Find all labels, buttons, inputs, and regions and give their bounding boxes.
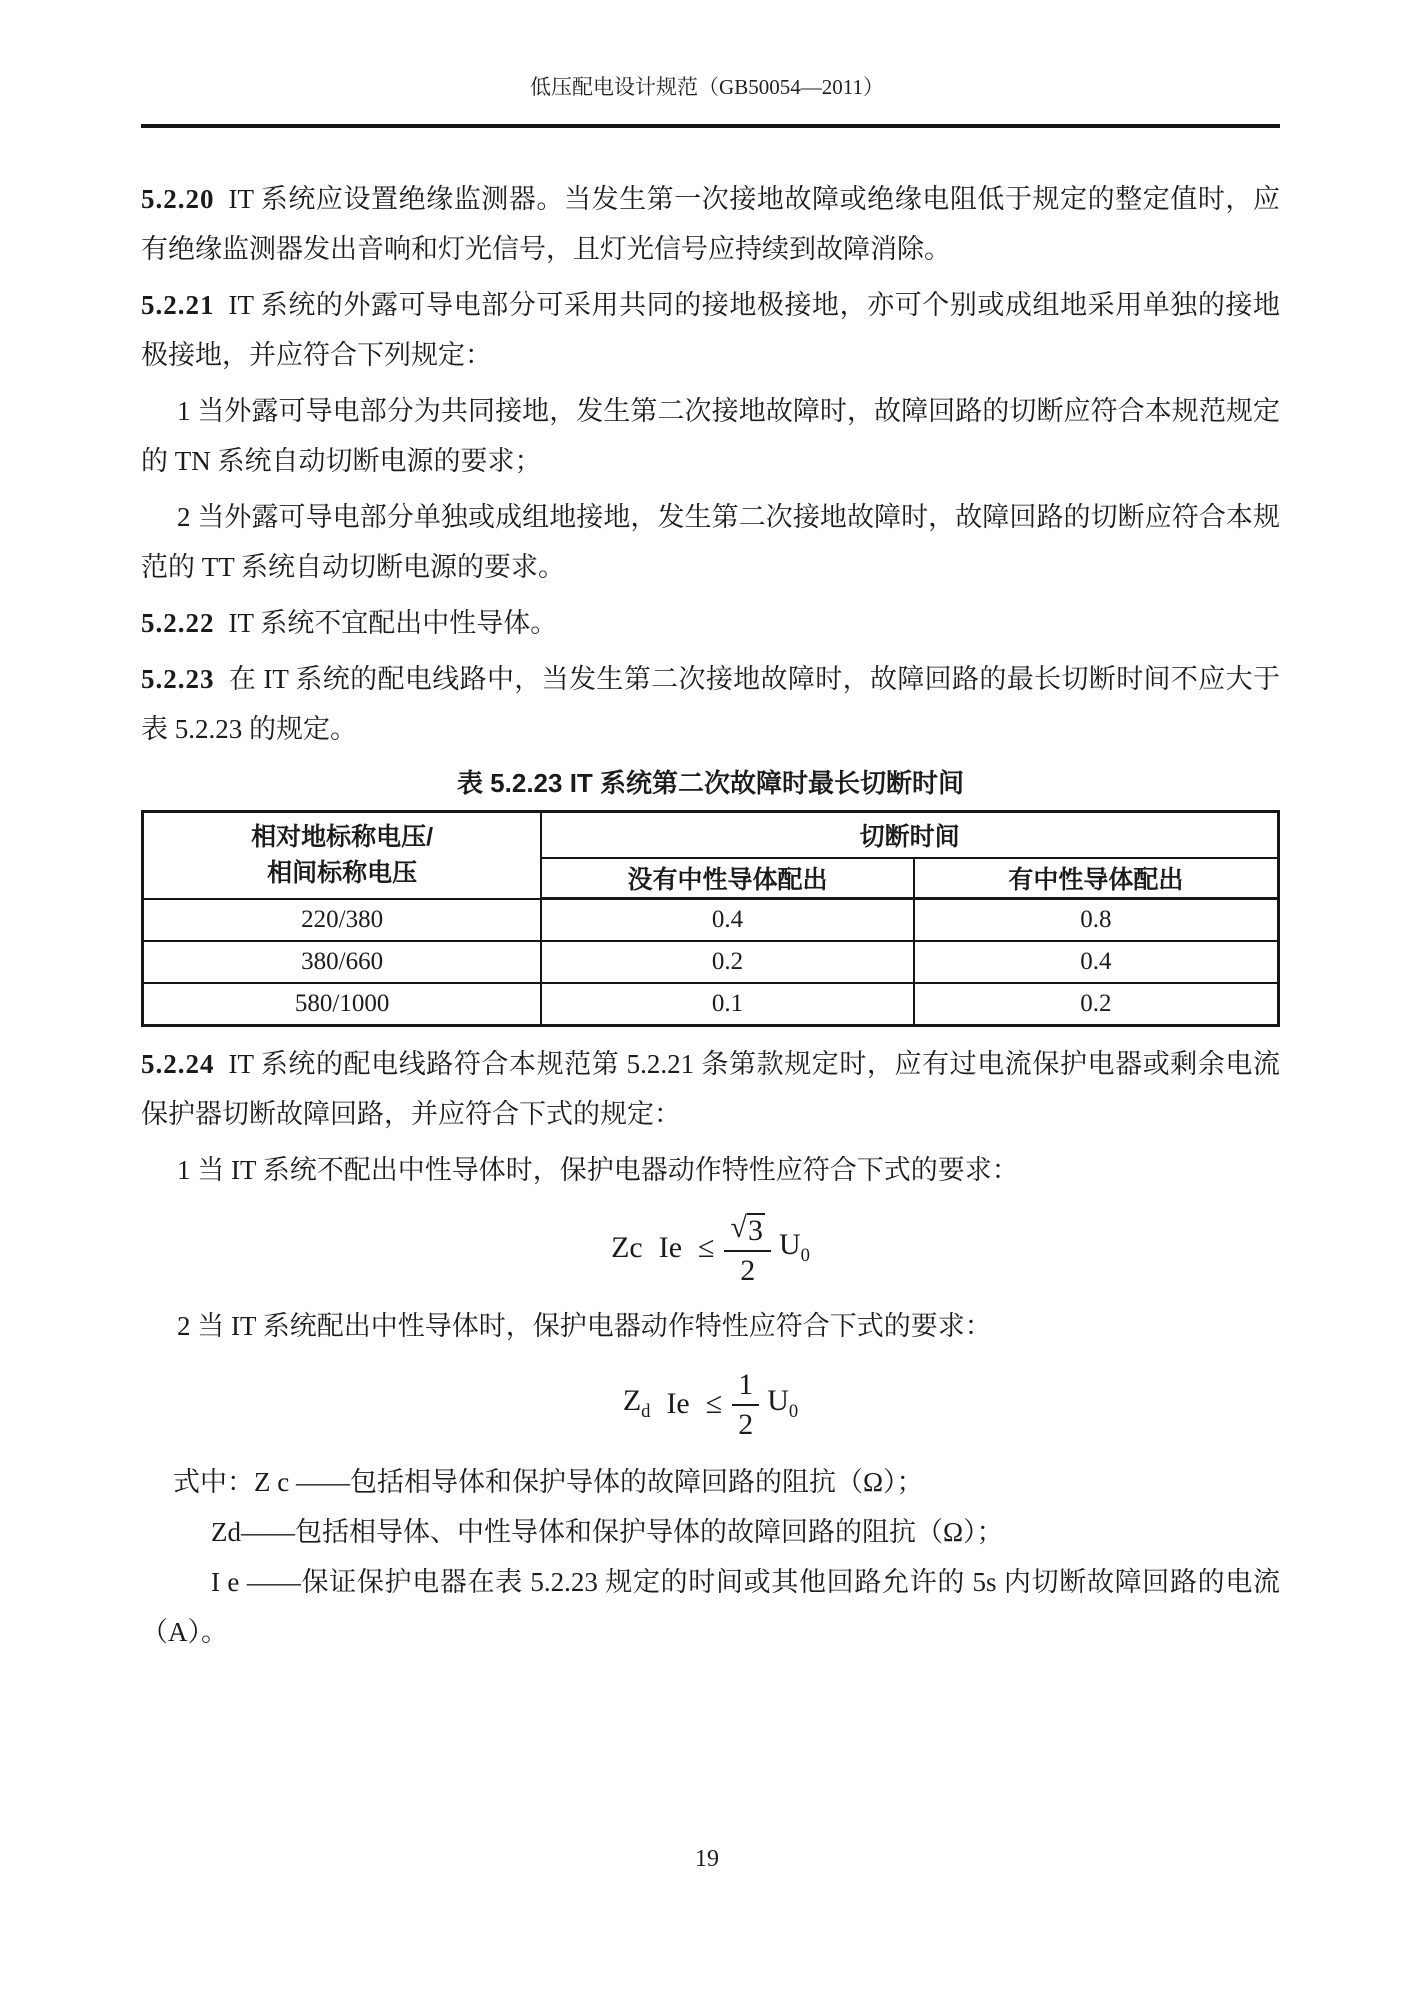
cell-voltage: 380/660 — [143, 941, 542, 983]
formula-no-neutral — [141, 1205, 1280, 1291]
clause-5-2-24 — [141, 1039, 1280, 1139]
clause-number: 5.2.23 — [141, 664, 215, 694]
cell-voltage: 580/1000 — [143, 983, 542, 1026]
table-row — [143, 899, 1279, 942]
formula-with-neutral — [141, 1361, 1280, 1447]
voltage-term: $U_0$ — [767, 1384, 799, 1423]
header-cell-voltage — [143, 812, 542, 899]
radicand: 3 — [747, 1213, 763, 1247]
clause-5-2-24-item-1: 1 当 IT 系统不配出中性导体时，保护电器动作特性应符合下式的要求： — [177, 1155, 1019, 1185]
clause-number: 5.2.20 — [141, 184, 215, 214]
table-header-row-1 — [143, 812, 1279, 859]
fraction — [732, 1368, 759, 1440]
cell-no-neutral: 0.2 — [541, 941, 914, 983]
clause-5-2-24-item-2: 2 当 IT 系统配出中性导体时，保护电器动作特性应符合下式的要求： — [177, 1311, 992, 1341]
fraction — [724, 1211, 770, 1286]
table-title: 表 5.2.23 IT 系统第二次故障时最长切断时间 — [456, 768, 965, 798]
header-voltage-line-2: 相间标称电压 — [267, 859, 418, 888]
definitions-intro: 式中： — [173, 1467, 254, 1497]
clause-5-2-23 — [141, 654, 1280, 754]
clause-5-2-22 — [141, 598, 1280, 648]
current-term: Ie — [666, 1387, 690, 1420]
cutoff-time-table — [141, 810, 1280, 1027]
impedance-term: Zc — [611, 1231, 643, 1264]
fraction-numerator: 1 — [732, 1368, 759, 1406]
cell-voltage: 220/380 — [143, 899, 542, 942]
cell-with-neutral: 0.2 — [914, 983, 1279, 1026]
header-cell-no-neutral: 没有中性导体配出 — [541, 858, 914, 899]
table-row — [143, 983, 1279, 1026]
fraction-numerator — [724, 1211, 770, 1252]
fraction-denominator: 2 — [738, 1408, 754, 1441]
clause-text: IT 系统的配电线路符合本规范第 5.2.21 条第款规定时，应有过电流保护电器或剩余电流保护器切断故障回路，并应符合下式的规定： — [141, 1049, 1280, 1129]
header-cell-cutoff-time: 切断时间 — [541, 812, 1278, 859]
clause-5-2-20 — [141, 174, 1280, 274]
clause-text: IT 系统应设置绝缘监测器。当发生第一次接地故障或绝缘电阻低于规定的整定值时，应有绝缘监测器发出音响和灯光信号，且灯光信号应持续到故障消除。 — [141, 184, 1280, 264]
impedance-term: $Z_d$ — [622, 1384, 651, 1423]
clause-5-2-21-item-1: 1 当外露可导电部分为共同接地，发生第二次接地故障时，故障回路的切断应符合本规范规定的 TN 系统自动切断电源的要求； — [141, 396, 1280, 476]
clause-5-2-21 — [141, 280, 1280, 380]
clause-number: 5.2.21 — [141, 290, 215, 320]
clause-number: 5.2.22 — [141, 608, 215, 638]
header-voltage-line-1: 相对地标称电压/ — [251, 823, 434, 852]
page-number: 19 — [695, 1846, 719, 1872]
clause-text: IT 系统不宜配出中性导体。 — [228, 608, 558, 638]
definition-ie: I e ——保证保护电器在表 5.2.23 规定的时间或其他回路允许的 5s 内切断故障回路的电流（A）。 — [141, 1567, 1280, 1647]
relation-sign: ≤ — [698, 1231, 715, 1264]
cell-with-neutral: 0.8 — [914, 899, 1279, 942]
table-row — [143, 941, 1279, 983]
cell-no-neutral: 0.4 — [541, 899, 914, 942]
relation-sign: ≤ — [705, 1387, 723, 1420]
document-body — [141, 128, 1280, 1657]
header-cell-with-neutral: 有中性导体配出 — [914, 858, 1279, 899]
document-header-title: 低压配电设计规范（GB50054—2011） — [530, 75, 884, 99]
clause-5-2-21-item-2: 2 当外露可导电部分单独或成组地接地，发生第二次接地故障时，故障回路的切断应符合本规范的 TT 系统自动切断电源的要求。 — [141, 502, 1280, 582]
definition-zc: 式中：Z c ——包括相导体和保护导体的故障回路的阻抗（Ω）； — [173, 1467, 924, 1497]
current-term: Ie — [658, 1231, 683, 1264]
cell-no-neutral: 0.1 — [541, 983, 914, 1026]
radical-sign: √ — [730, 1210, 747, 1244]
clause-text: 在 IT 系统的配电线路中，当发生第二次接地故障时，故障回路的最长切断时间不应大于表 5.2.23 的规定。 — [141, 664, 1280, 744]
clause-number: 5.2.24 — [141, 1049, 215, 1079]
clause-text: IT 系统的外露可导电部分可采用共同的接地极接地，亦可个别或成组地采用单独的接地极接地，并应符合下列规定： — [141, 290, 1280, 370]
symbol-definitions — [141, 1457, 1280, 1657]
definition-zd: Zd——包括相导体、中性导体和保护导体的故障回路的阻抗（Ω）； — [211, 1517, 1004, 1547]
fraction-denominator: 2 — [740, 1253, 756, 1287]
cell-with-neutral: 0.4 — [914, 941, 1279, 983]
voltage-term: $U_0$ — [778, 1228, 810, 1267]
